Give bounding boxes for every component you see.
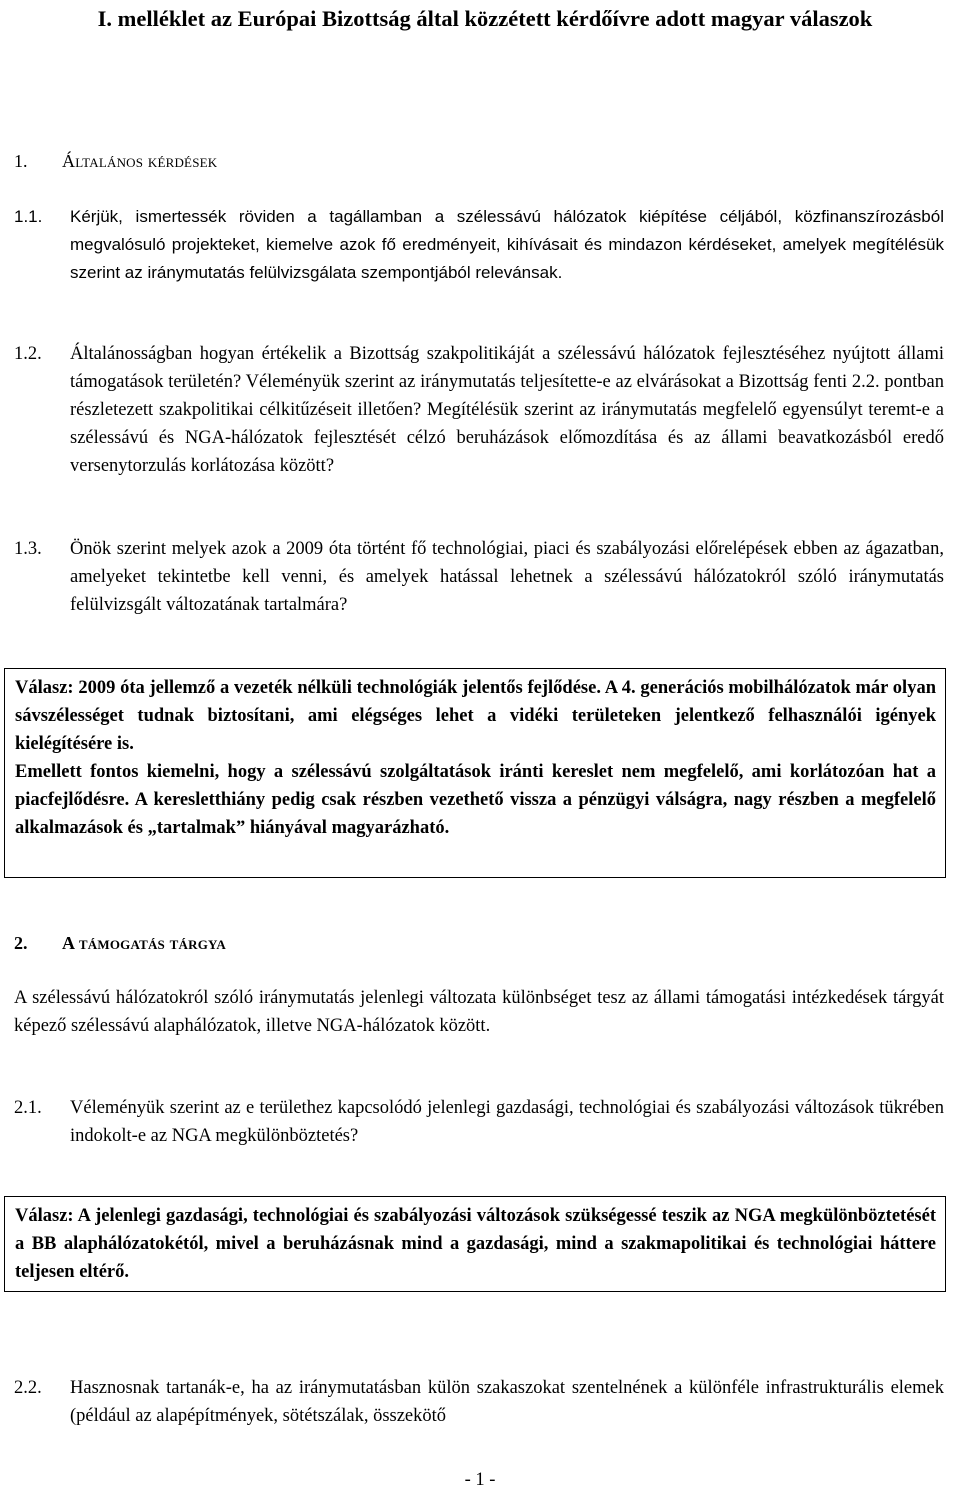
question-number: 2.2. xyxy=(14,1378,42,1398)
question-text: Általánosságban hogyan értékelik a Bizottság szakpolitikáját a szélessávú hálózatok fejlesztéséhez nyújtott állami támogatások területén? Véleményük szerint az iránymutatás teljesítette-e az elvárásokat a Bizottság fenti 2.2. pontban részletezett szakpolitikai célkitűzéseit illetően? Megítélésük szerint az iránymutatás megfelelő egyensúlyt teremt-e a szélessávú és NGA-hálózatok fejlesztését célzó beruházások előmozdítása és az állami beavatkozásból eredő versenytorzulás korlátozása között? xyxy=(70,344,944,476)
question-text: Hasznosnak tartanák-e, ha az iránymutatásban külön szakaszokat szentelnének a különféle infrastrukturális elemek (például az alapépítmények, sötétszálak, összekötő xyxy=(70,1378,944,1426)
answer-box-1 xyxy=(4,668,946,878)
question-text: Kérjük, ismertessék röviden a tagállamban a szélessávú hálózatok kiépítése céljából, közfinanszírozásból megvalósuló projekteket, kiemelve azok fő eredményeit, kihívásait és mindazon kérdéseket, amelyek megítélésük szerint az iránymutatás felülvizsgálata szempontjából relevánsak. xyxy=(70,207,944,282)
answer-paragraph: Válasz: 2009 óta jellemző a vezeték nélküli technológiák jelentős fejlődése. A 4. generációs mobilhálózatok már olyan sávszélességet tudnak biztosítani, ami elégséges lehet a vidéki területeken jelentkező felhasználói igények kielégítésére is. xyxy=(15,678,936,754)
question-text: Véleményük szerint az e területhez kapcsolódó jelenlegi gazdasági, technológiai és szabályozási változások tükrében indokolt-e az NGA megkülönböztetés? xyxy=(70,1098,944,1146)
section-2-number: 2. xyxy=(14,933,28,953)
question-text: Önök szerint melyek azok a 2009 óta történt fő technológiai, piaci és szabályozási előrelépések ebben az ágazatban, amelyeket tekintetbe kell venni, és amelyek hatással lehetnek a szélessávú hálózatokról szóló iránymutatás felülvizsgált változatának tartalmára? xyxy=(70,539,944,615)
answer-paragraph: Válasz: A jelenlegi gazdasági, technológiai és szabályozási változások szükségessé teszik az NGA megkülönböztetését a BB alaphálózatokétól, mivel a beruházásnak mind a gazdasági, mind a szakmapolitikai és technológiai háttere teljesen eltérő. xyxy=(15,1206,936,1282)
question-1-2 xyxy=(14,340,944,480)
page-number: - 1 - xyxy=(464,1470,496,1490)
section-2-heading xyxy=(14,931,226,955)
section-1-number: 1. xyxy=(14,151,28,171)
answer-box-2 xyxy=(4,1196,946,1292)
section-2-intro: A szélessávú hálózatokról szóló iránymutatás jelenlegi változata különbséget tesz az állami támogatási intézkedések tárgyát képező szélessávú alaphálózatok, illetve NGA-hálózatok között. xyxy=(14,988,944,1036)
question-number: 1.3. xyxy=(14,539,42,559)
section-2-title: A támogatás tárgya xyxy=(62,933,227,953)
question-2-1 xyxy=(14,1094,944,1150)
document-title: I. melléklet az Európai Bizottság által közzétett kérdőívre adott magyar válaszok xyxy=(97,6,873,31)
answer-paragraph: Emellett fontos kiemelni, hogy a szélessávú szolgáltatások iránti kereslet nem megfelelő, ami korlátozóan hat a piacfejlődésre. A keresletthiány pedig csak részben vezethető vissza a pénzügyi válságra, nagy részben a megfelelő alkalmazások és „tartalmak” hiányával magyarázható. xyxy=(15,762,936,838)
question-1-3 xyxy=(14,535,944,619)
question-1-1 xyxy=(14,203,944,287)
question-number: 2.1. xyxy=(14,1098,42,1118)
question-number: 1.1. xyxy=(14,207,43,226)
question-number: 1.2. xyxy=(14,344,42,364)
section-1-title: Általános kérdések xyxy=(62,151,218,171)
question-2-2 xyxy=(14,1374,944,1430)
section-1-heading xyxy=(14,149,217,173)
